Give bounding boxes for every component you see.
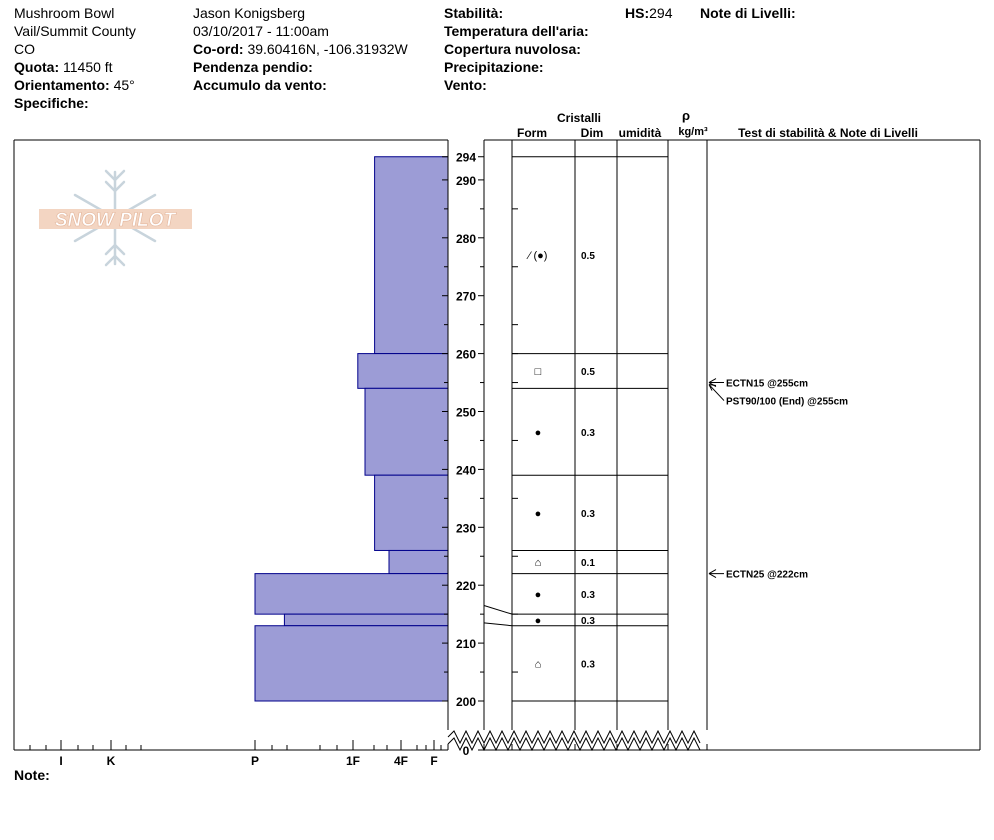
layer-connector-215 [484,605,512,614]
form-header: Form [517,126,547,140]
precipitation-label: Precipitazione: [444,59,544,75]
depth-label-250: 250 [455,405,477,420]
size-value-1: 0.5 [581,366,595,378]
form-symbol-4: ⌂ [534,557,542,570]
depth-label-0: 0 [462,744,470,758]
wind-label: Vento: [444,77,487,93]
size-value-2: 0.3 [581,427,595,439]
moisture-header: umidità [618,126,662,140]
layer-table [484,140,980,750]
elevation-label: Quota: [14,59,60,75]
test-arrow-1 [709,385,724,401]
hardness-bar-3 [375,475,448,550]
cloud-cover-label: Copertura nuvolosa: [444,41,581,57]
elevation-value: 11450 ft [63,59,113,75]
hardness-bar-4 [389,550,448,573]
hardness-bar-2 [365,388,448,475]
observer-name: Jason Konigsberg [193,5,306,21]
crystals-header: Cristalli [556,111,602,125]
test-label-1: PST90/100 (End) @255cm [726,396,849,408]
depth-label-294: 294 [455,150,477,165]
form-symbol-2: ● [534,426,542,439]
density-unit-header: kg/m³ [678,126,708,138]
hardness-bar-0 [375,157,448,354]
hs-label: HS: [625,5,650,21]
depth-label-280: 280 [455,231,477,246]
hardness-bar-6 [284,614,448,626]
specifics-label: Specifiche: [14,95,89,111]
depth-label-290: 290 [455,173,477,188]
notes-label: Note: [14,767,50,783]
form-symbol-1: □ [534,365,542,378]
wind-loading-label: Accumulo da vento: [193,77,327,93]
hardness-bar-5 [255,574,448,615]
size-value-5: 0.3 [581,589,595,601]
layer-notes-label: Note di Livelli: [700,5,796,21]
test-label-2: ECTN25 @222cm [726,569,809,581]
test-arrow-2 [709,570,724,578]
depth-label-210: 210 [455,637,477,652]
hardness-label-K: K [106,754,116,768]
size-value-4: 0.1 [581,558,595,570]
state-name: CO [14,41,35,57]
location-name: Mushroom Bowl [14,5,115,21]
size-value-0: 0.5 [581,251,595,263]
snowpilot-watermark [39,171,192,265]
size-header: Dim [580,126,604,140]
layer-connector-213 [484,623,512,626]
hardness-label-I: I [59,754,63,768]
size-value-7: 0.3 [581,659,595,671]
rho-header: ρ [681,108,691,123]
tests-header: Test di stabilità & Note di Livelli [738,126,918,140]
slope-label: Pendenza pendio: [193,59,313,75]
aspect-value: 45° [113,77,135,93]
stability-label: Stabilità: [444,5,504,21]
depth-label-240: 240 [455,463,477,478]
region-name: Vail/Summit County [14,23,136,39]
depth-label-230: 230 [455,521,477,536]
hardness-label-4F: 4F [393,754,409,768]
air-temp-label: Temperatura dell'aria: [444,23,589,39]
observation-datetime: 03/10/2017 - 11:00am [193,23,329,39]
hardness-bar-7 [255,626,448,701]
form-symbol-5: ● [534,588,542,601]
depth-label-220: 220 [455,579,477,594]
watermark-text: SNOW PILOT [54,210,176,231]
hs-value: 294 [649,5,673,21]
depth-label-200: 200 [455,695,477,709]
form-symbol-0: ⁄ (●) [528,250,548,263]
size-value-6: 0.3 [581,615,595,627]
hardness-label-P: P [250,754,260,768]
hardness-label-F: F [430,754,438,768]
coord-value: 39.60416N, -106.31932W [247,41,408,57]
hardness-label-1F: 1F [345,754,361,768]
coord-label: Co-ord: [193,41,244,57]
form-symbol-3: ● [534,507,542,520]
form-symbol-6: ● [534,614,542,627]
depth-label-270: 270 [455,289,477,304]
depth-label-260: 260 [455,347,477,362]
size-value-3: 0.3 [581,508,595,520]
hardness-bar-1 [358,354,448,389]
test-label-0: ECTN15 @255cm [726,378,809,390]
aspect-label: Orientamento: [14,77,110,93]
form-symbol-7: ⌂ [534,658,542,671]
